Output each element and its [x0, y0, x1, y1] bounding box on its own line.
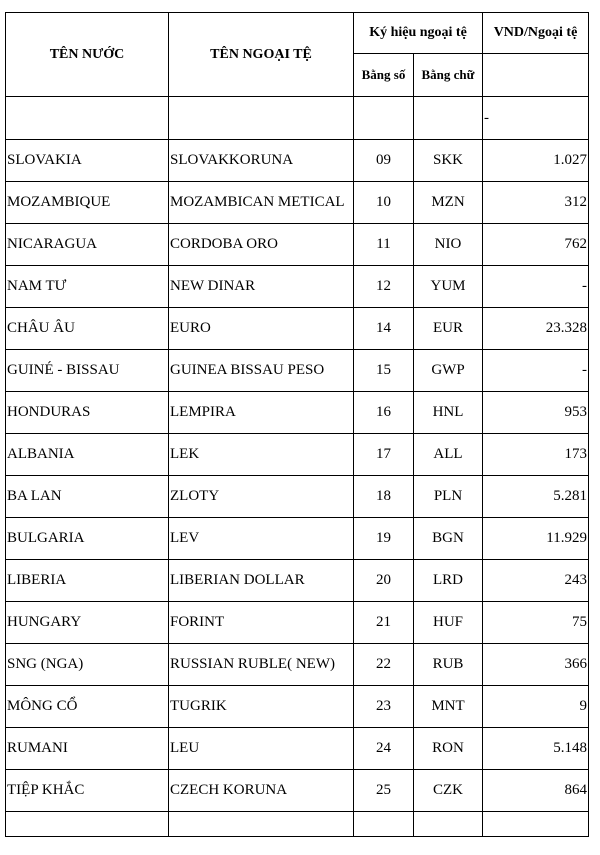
rate-cell: 23.328 — [483, 308, 589, 350]
currency-cell: LEK — [169, 434, 354, 476]
letter-code-cell: EUR — [414, 308, 483, 350]
country-cell: NICARAGUA — [6, 224, 169, 266]
currency-cell: LEMPIRA — [169, 392, 354, 434]
country-cell: TIỆP KHẮC — [6, 770, 169, 812]
currency-cell: NEW DINAR — [169, 266, 354, 308]
table-row — [6, 518, 589, 560]
number-code-cell: 14 — [354, 308, 414, 350]
rate-cell: 9 — [483, 686, 589, 728]
symbol-group-header: Ký hiệu ngoại tệ — [354, 13, 483, 54]
number-code-header: Bằng số — [354, 54, 414, 97]
rate-cell: 762 — [483, 224, 589, 266]
number-code-cell — [354, 812, 414, 837]
country-cell: MÔNG CỔ — [6, 686, 169, 728]
number-code-cell: 12 — [354, 266, 414, 308]
currency-cell: RUSSIAN RUBLE( NEW) — [169, 644, 354, 686]
rate-column-header: VND/Ngoại tệ — [483, 13, 589, 54]
number-code-cell: 23 — [354, 686, 414, 728]
number-code-cell: 22 — [354, 644, 414, 686]
rate-cell: 953 — [483, 392, 589, 434]
currency-cell: FORINT — [169, 602, 354, 644]
country-cell — [6, 97, 169, 140]
letter-code-cell: RON — [414, 728, 483, 770]
number-code-cell: 19 — [354, 518, 414, 560]
letter-code-cell: NIO — [414, 224, 483, 266]
letter-code-cell: GWP — [414, 350, 483, 392]
table-row — [6, 560, 589, 602]
country-cell: NAM TƯ — [6, 266, 169, 308]
letter-code-cell — [414, 812, 483, 837]
rate-cell: - — [483, 350, 589, 392]
letter-code-cell: MZN — [414, 182, 483, 224]
table-row — [6, 308, 589, 350]
table-row — [6, 644, 589, 686]
letter-code-cell: PLN — [414, 476, 483, 518]
table-row — [6, 434, 589, 476]
rate-cell — [483, 812, 589, 837]
rate-cell: 5.281 — [483, 476, 589, 518]
number-code-cell: 25 — [354, 770, 414, 812]
number-code-cell: 16 — [354, 392, 414, 434]
number-code-cell: 10 — [354, 182, 414, 224]
currency-column-header: TÊN NGOẠI TỆ — [169, 13, 354, 97]
rate-cell: 173 — [483, 434, 589, 476]
table-row — [6, 770, 589, 812]
currency-cell: CZECH KORUNA — [169, 770, 354, 812]
letter-code-cell: SKK — [414, 140, 483, 182]
letter-code-cell: HNL — [414, 392, 483, 434]
table-row — [6, 182, 589, 224]
table-row-partial — [6, 812, 589, 837]
exchange-rate-sheet — [5, 12, 589, 837]
table-row — [6, 140, 589, 182]
number-code-cell: 20 — [354, 560, 414, 602]
letter-code-cell: MNT — [414, 686, 483, 728]
country-cell: BULGARIA — [6, 518, 169, 560]
table-row — [6, 350, 589, 392]
letter-code-cell: HUF — [414, 602, 483, 644]
country-cell: MOZAMBIQUE — [6, 182, 169, 224]
currency-cell: EURO — [169, 308, 354, 350]
table-row — [6, 476, 589, 518]
table-row — [6, 602, 589, 644]
rate-cell — [483, 97, 589, 140]
currency-cell: LEU — [169, 728, 354, 770]
rate-cell: 5.148 — [483, 728, 589, 770]
country-cell: SNG (NGA) — [6, 644, 169, 686]
country-cell — [6, 812, 169, 837]
country-cell: CHÂU ÂU — [6, 308, 169, 350]
country-cell: LIBERIA — [6, 560, 169, 602]
table-row — [6, 266, 589, 308]
country-cell: HONDURAS — [6, 392, 169, 434]
exchange-rate-table — [5, 12, 589, 837]
rate-cell: 11.929 — [483, 518, 589, 560]
letter-code-cell — [414, 97, 483, 140]
number-code-cell: 17 — [354, 434, 414, 476]
currency-cell: CORDOBA ORO — [169, 224, 354, 266]
letter-code-cell: YUM — [414, 266, 483, 308]
number-code-cell: 09 — [354, 140, 414, 182]
letter-code-cell: ALL — [414, 434, 483, 476]
rate-cell: - — [483, 266, 589, 308]
letter-code-cell: RUB — [414, 644, 483, 686]
rate-cell: 312 — [483, 182, 589, 224]
currency-cell: SLOVAKKORUNA — [169, 140, 354, 182]
rate-cell: 366 — [483, 644, 589, 686]
number-code-cell: 11 — [354, 224, 414, 266]
country-cell: RUMANI — [6, 728, 169, 770]
letter-code-cell: LRD — [414, 560, 483, 602]
country-cell: HUNGARY — [6, 602, 169, 644]
rate-cell: 864 — [483, 770, 589, 812]
currency-cell: TUGRIK — [169, 686, 354, 728]
rate-dash: - — [484, 109, 489, 126]
currency-cell: GUINEA BISSAU PESO — [169, 350, 354, 392]
currency-cell — [169, 812, 354, 837]
country-cell: BA LAN — [6, 476, 169, 518]
country-cell: SLOVAKIA — [6, 140, 169, 182]
table-row — [6, 392, 589, 434]
header-row — [6, 13, 589, 54]
currency-cell — [169, 97, 354, 140]
letter-code-header: Bằng chữ — [414, 54, 483, 97]
currency-cell: MOZAMBICAN METICAL — [169, 182, 354, 224]
letter-code-cell: CZK — [414, 770, 483, 812]
number-code-cell — [354, 97, 414, 140]
number-code-cell: 15 — [354, 350, 414, 392]
number-code-cell: 18 — [354, 476, 414, 518]
table-row — [6, 728, 589, 770]
table-row — [6, 686, 589, 728]
country-cell: ALBANIA — [6, 434, 169, 476]
rate-subheader-cell — [483, 54, 589, 97]
letter-code-cell: BGN — [414, 518, 483, 560]
currency-cell: LIBERIAN DOLLAR — [169, 560, 354, 602]
table-row — [6, 224, 589, 266]
currency-cell: ZLOTY — [169, 476, 354, 518]
rate-cell: 243 — [483, 560, 589, 602]
country-cell: GUINÉ - BISSAU — [6, 350, 169, 392]
country-column-header: TÊN NƯỚC — [6, 13, 169, 97]
blank-row — [6, 97, 589, 140]
rate-cell: 75 — [483, 602, 589, 644]
number-code-cell: 21 — [354, 602, 414, 644]
currency-cell: LEV — [169, 518, 354, 560]
number-code-cell: 24 — [354, 728, 414, 770]
rate-cell: 1.027 — [483, 140, 589, 182]
